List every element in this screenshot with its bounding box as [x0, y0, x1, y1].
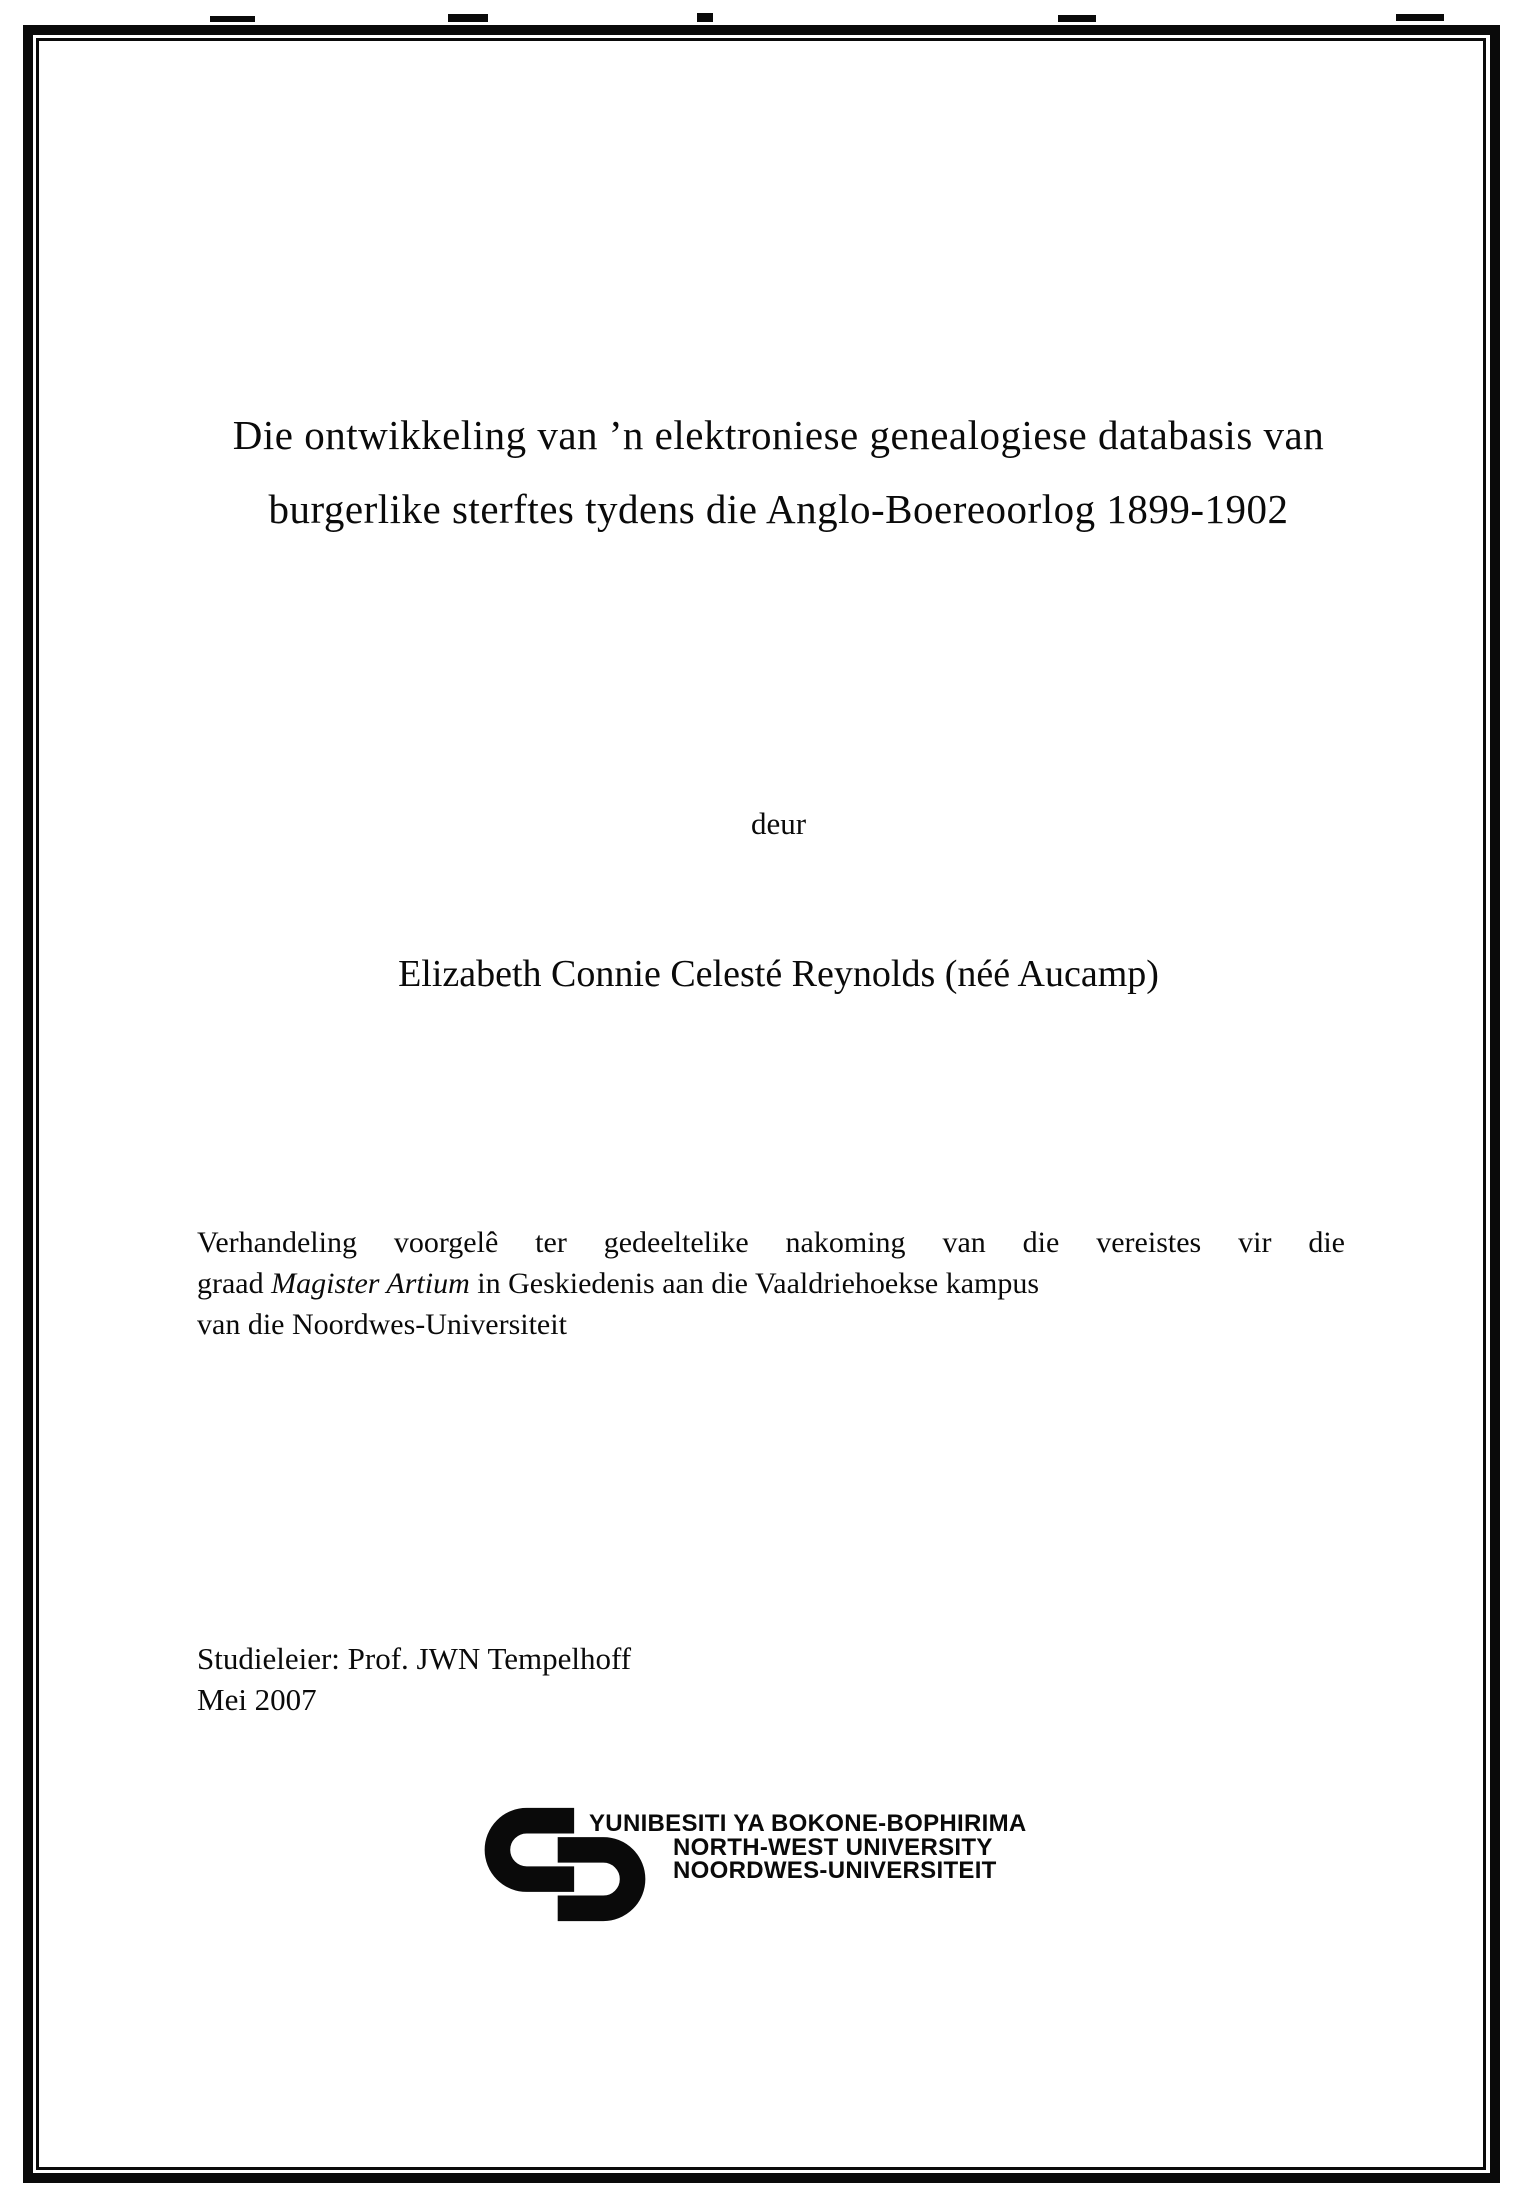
thesis-title [30, 398, 1527, 546]
university-logo-text [589, 1812, 1027, 1883]
degree-statement-line-3: van die Noordwes-Universiteit [197, 1308, 567, 1341]
degree-statement [197, 1222, 1345, 1345]
logo-text-setswana: YUNIBESITI YA BOKONE-BOPHIRIMA [589, 1810, 1027, 1837]
degree-statement-line-1: Verhandeling voorgelê ter gedeeltelike nakoming van die vereistes vir die [197, 1226, 1345, 1259]
scan-artifact [1396, 14, 1444, 21]
scan-artifact [210, 16, 255, 22]
degree-name-italic: Magister Artium [271, 1267, 470, 1300]
scan-artifact [1058, 15, 1096, 22]
degree-statement-line-2 [197, 1263, 1345, 1304]
degree-statement-line-2-prefix: graad [197, 1267, 272, 1300]
date-line: Mei 2007 [197, 1682, 317, 1717]
author-name: Elizabeth Connie Celesté Reynolds (néé Aucamp) [398, 953, 1159, 995]
byline-word: deur [750, 806, 807, 841]
thesis-title-line-2: burgerlike sterftes tydens die Anglo-Boereoorlog 1899-1902 [268, 486, 1289, 532]
scan-artifact [697, 13, 713, 22]
supervisor-line: Studieleier: Prof. JWN Tempelhoff [197, 1641, 632, 1676]
scan-artifact [448, 14, 488, 22]
logo-text-afrikaans: NOORDWES-UNIVERSITEIT [673, 1857, 997, 1884]
degree-statement-line-2-suffix: in Geskiedenis aan die Vaaldriehoekse kampus [469, 1267, 1040, 1300]
supervisor-block [197, 1638, 631, 1720]
thesis-title-line-1: Die ontwikkeling van ’n elektroniese genealogiese databasis van [232, 412, 1325, 458]
university-logo [481, 1800, 1121, 1940]
logo-text-english: NORTH-WEST UNIVERSITY [673, 1833, 993, 1861]
